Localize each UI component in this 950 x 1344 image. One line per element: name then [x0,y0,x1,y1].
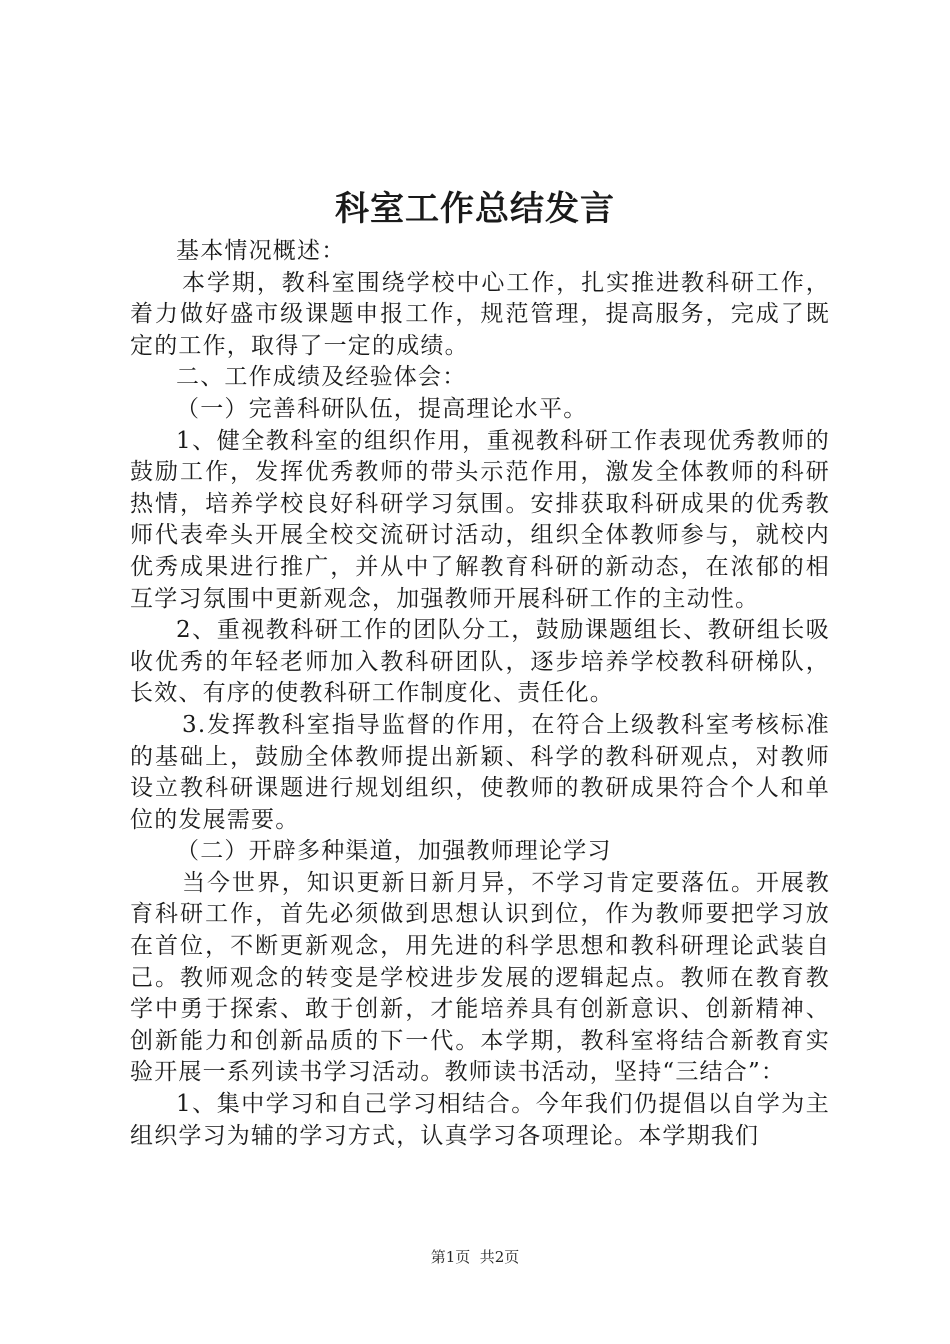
document-title: 科室工作总结发言 [335,189,615,229]
paragraph-item-3: 3.发挥教科室指导监督的作用，在符合上级教科室考核标准的基础上，鼓励全体教师提出新颖、科学的教科研观点，对教师设立教科研课题进行规划组织，使教师的教研成果符合个人和单位的发展需要。 [130,711,830,833]
paragraph-section-2-heading: 二、工作成绩及经验体会： [176,364,467,391]
paragraph-subsection-2-heading: （二）开辟多种渠道，加强教师理论学习 [176,838,612,865]
paragraph-learning: 当今世界，知识更新日新月异，不学习肯定要落伍。开展教育科研工作，首先必须做到思想认识到位，作为教师要把学习放在首位，不断更新观念，用先进的科学思想和教科研理论武装自己。教师观念的转变是学校进步发展的逻辑起点。教师在教育教学中勇于探索、敢于创新，才能培养具有创新意识、创新精神、创新能力和创新品质的下一代。本学期，教科室将结合新教育实验开展一系列读书学习活动。教师读书活动，坚持“三结合”： [130,869,830,1086]
paragraph-learning-item-1: 1、集中学习和自己学习相结合。今年我们仍提倡以自学为主组织学习为辅的学习方式，认真学习各项理论。本学期我们 [130,1091,830,1149]
paragraph-overview: 本学期，教科室围绕学校中心工作，扎实推进教科研工作，着力做好盛市级课题申报工作，规范管理，提高服务，完成了既定的工作，取得了一定的成绩。 [130,269,830,359]
paragraph-subsection-1-heading: （一）完善科研队伍，提高理论水平。 [176,395,588,422]
document-body [130,236,830,1152]
page-footer [0,1247,950,1267]
paragraph-overview-heading: 基本情况概述： [176,238,346,264]
paragraph-item-1: 1、健全教科室的组织作用，重视教科研工作表现优秀教师的鼓励工作，发挥优秀教师的带头示范作用，激发全体教师的科研热情，培养学校良好科研学习氛围。安排获取科研成果的优秀教师代表牵头开展全校交流研讨活动，组织全体教师参与，就校内优秀成果进行推广，并从中了解教育科研的新动态，在浓郁的相互学习氛围中更新观念，加强教师开展科研工作的主动性。 [130,427,830,612]
page-number-label: 第1页 共2页 [430,1248,520,1266]
paragraph-item-2: 2、重视教科研工作的团队分工，鼓励课题组长、教研组长吸收优秀的年轻老师加入教科研团队，逐步培养学校教科研梯队，长效、有序的使教科研工作制度化、责任化。 [130,617,830,707]
